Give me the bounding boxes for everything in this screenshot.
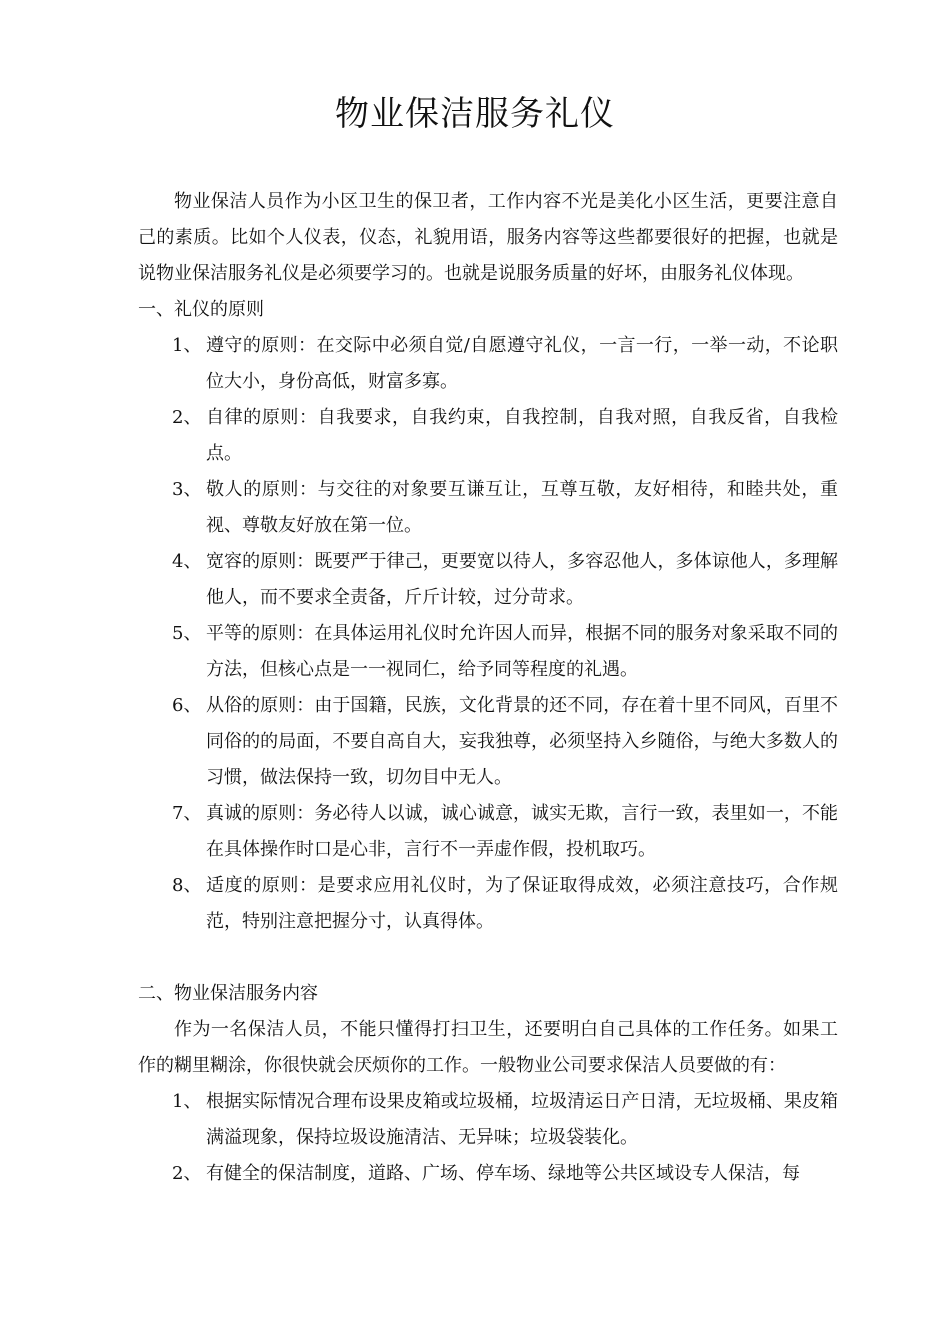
services-intro-paragraph: 作为一名保洁人员，不能只懂得打扫卫生，还要明白自己具体的工作任务。如果工作的糊里糊涂，你很快就会厌烦你的工作。一般物业公司要求保洁人员要做的有： (138, 1019, 838, 1076)
list-item-number: 6、 (172, 695, 202, 716)
list-item-number: 8、 (172, 875, 202, 896)
list-item-text: 从俗的原则：由于国籍，民族，文化背景的还不同，存在着十里不同风，百里不同俗的的局面，不要自高自大，妄我独尊，必须坚持入乡随俗，与绝大多数人的习惯，做法保持一致，切勿目中无人。 (206, 695, 838, 788)
list-item (138, 688, 838, 796)
section-heading-services: 二、物业保洁服务内容 (138, 983, 318, 1004)
list-item-text: 遵守的原则：在交际中必须自觉/自愿遵守礼仪，一言一行，一举一动，不论职位大小，身份高低，财富多寡。 (206, 335, 838, 392)
list-item-number: 1、 (172, 1091, 202, 1112)
list-item-text: 平等的原则：在具体运用礼仪时允许因人而异，根据不同的服务对象采取不同的方法，但核心点是一一视同仁，给予同等程度的礼遇。 (206, 623, 838, 680)
list-item-number: 5、 (172, 623, 202, 644)
principles-list (138, 328, 838, 940)
list-item-number: 2、 (172, 1163, 202, 1184)
list-item (138, 1156, 838, 1192)
list-item (138, 868, 838, 940)
document-body (138, 184, 838, 1192)
section-spacer (138, 940, 838, 976)
intro-paragraph: 物业保洁人员作为小区卫生的保卫者，工作内容不光是美化小区生活，更要注意自己的素质。比如个人仪表，仪态，礼貌用语，服务内容等这些都要很好的把握，也就是说物业保洁服务礼仪是必须要学习的。也就是说服务质量的好坏，由服务礼仪体现。 (138, 191, 838, 284)
list-item (138, 400, 838, 472)
list-item-text: 自律的原则：自我要求，自我约束，自我控制，自我对照，自我反省，自我检点。 (206, 407, 838, 464)
list-item (138, 616, 838, 688)
list-item-number: 2、 (172, 407, 202, 428)
list-item (138, 328, 838, 400)
list-item-text: 根据实际情况合理布设果皮箱或垃圾桶，垃圾清运日产日清，无垃圾桶、果皮箱满溢现象，保持垃圾设施清洁、无异味；垃圾袋装化。 (206, 1091, 838, 1148)
list-item-number: 3、 (172, 479, 202, 500)
document-title: 物业保洁服务礼仪 (335, 94, 615, 134)
list-item-text: 适度的原则：是要求应用礼仪时，为了保证取得成效，必须注意技巧，合作规范，特别注意把握分寸，认真得体。 (206, 875, 838, 932)
list-item-text: 敬人的原则：与交往的对象要互谦互让，互尊互敬，友好相待，和睦共处，重视、尊敬友好放在第一位。 (206, 479, 838, 536)
list-item-text: 真诚的原则：务必待人以诚，诚心诚意，诚实无欺，言行一致，表里如一，不能在具体操作时口是心非，言行不一弄虚作假，投机取巧。 (206, 803, 838, 860)
list-item-text: 有健全的保洁制度，道路、广场、停车场、绿地等公共区域设专人保洁，每 (206, 1163, 800, 1184)
list-item-number: 7、 (172, 803, 202, 824)
services-list (138, 1084, 838, 1192)
list-item (138, 544, 838, 616)
list-item-number: 4、 (172, 551, 202, 572)
list-item (138, 472, 838, 544)
list-item (138, 796, 838, 868)
list-item-text: 宽容的原则：既要严于律己，更要宽以待人，多容忍他人，多体谅他人，多理解他人，而不要求全责备，斤斤计较，过分苛求。 (206, 551, 838, 608)
list-item (138, 1084, 838, 1156)
list-item-number: 1、 (172, 335, 202, 356)
section-heading-principles: 一、礼仪的原则 (138, 299, 264, 320)
